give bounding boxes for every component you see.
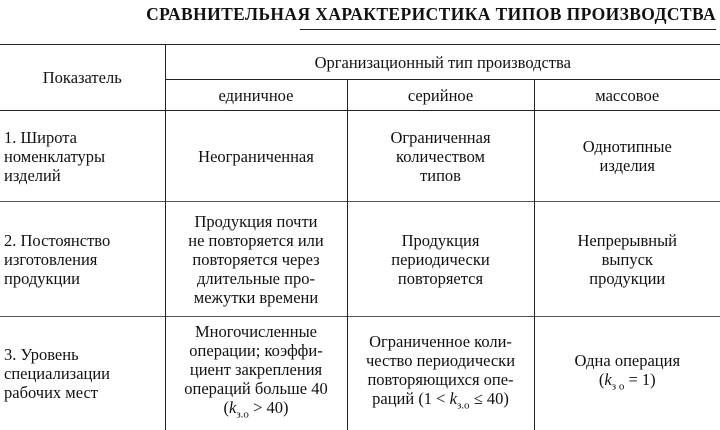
param-cell <box>0 317 165 430</box>
value-line: операции; коэффи- <box>189 341 322 360</box>
column-header-serial: серийное <box>347 80 534 111</box>
value-cell-single <box>165 317 347 430</box>
formula <box>372 389 509 408</box>
formula-suffix: ≤ 40) <box>470 389 509 408</box>
value-line: Однотипные <box>583 137 672 156</box>
formula-suffix: = 1) <box>624 370 655 389</box>
value-cell-single <box>165 202 347 317</box>
value-line: длительные про- <box>197 269 315 288</box>
value-line: повторяется <box>398 269 483 288</box>
value-cell-single <box>165 111 347 202</box>
value-cell-serial <box>347 317 534 430</box>
value-line: изделия <box>600 156 655 175</box>
param-line: продукции <box>4 269 80 288</box>
value-line: Продукция <box>402 231 480 250</box>
value-line: продукции <box>589 269 665 288</box>
value-line: количеством <box>396 147 485 166</box>
formula-variable: k <box>604 370 611 389</box>
formula-variable: k <box>229 398 236 417</box>
value-cell-serial <box>347 202 534 317</box>
value-cell-mass <box>534 111 720 202</box>
value-cell-serial <box>347 111 534 202</box>
formula-variable: k <box>450 389 457 408</box>
value-cell-mass <box>534 317 720 430</box>
param-line: рабочих мест <box>4 383 98 402</box>
value-line: циент закрепления <box>190 360 322 379</box>
value-line: Одна операция <box>574 351 680 370</box>
table-row <box>0 202 720 317</box>
param-line: изготовления <box>4 250 97 269</box>
value-line: Продукция почти <box>195 212 318 231</box>
formula-prefix: ( <box>599 370 605 389</box>
param-line: изделий <box>4 166 61 185</box>
table-row <box>0 317 720 430</box>
formula-prefix: ( <box>224 398 230 417</box>
formula-suffix: > 40) <box>249 398 289 417</box>
value-line: не повторяется или <box>188 231 324 250</box>
value-line: чество периодически <box>366 351 515 370</box>
param-cell <box>0 111 165 202</box>
param-line: 3. Уровень <box>4 345 79 364</box>
value-line: Ограниченное коли- <box>369 332 512 351</box>
param-line: номенклатуры <box>4 147 105 166</box>
value-line: типов <box>420 166 461 185</box>
value-line: Ограниченная <box>390 128 490 147</box>
param-cell <box>0 202 165 317</box>
value-line: Неограниченная <box>198 147 314 166</box>
value-line: межутки времени <box>194 288 318 307</box>
formula <box>599 370 656 389</box>
value-line: выпуск <box>602 250 653 269</box>
title-underline <box>300 29 716 30</box>
formula-subscript: з.о <box>236 409 249 421</box>
value-line: повторяющихся опе- <box>367 370 513 389</box>
document-title: СРАВНИТЕЛЬНАЯ ХАРАКТЕРИСТИКА ТИПОВ ПРОИЗВОДСТВА <box>140 4 716 25</box>
formula-subscript: з о <box>612 380 625 392</box>
value-line: операций больше 40 <box>184 379 327 398</box>
table-row <box>0 111 720 202</box>
value-line: Многочисленные <box>195 322 317 341</box>
comparison-table <box>0 44 720 430</box>
column-header-mass: массовое <box>534 80 720 111</box>
column-header-single: единичное <box>165 80 347 111</box>
value-cell-mass <box>534 202 720 317</box>
value-line: повторяется через <box>192 250 319 269</box>
param-header: Показатель <box>0 45 165 111</box>
formula <box>224 398 289 417</box>
param-line: 2. Постоянство <box>4 231 110 250</box>
param-line: специализации <box>4 364 110 383</box>
group-header: Организационный тип производства <box>165 45 720 80</box>
param-line: 1. Широта <box>4 128 77 147</box>
formula-prefix: раций (1 < <box>372 389 450 408</box>
value-line: Непрерывный <box>578 231 678 250</box>
value-line: периодически <box>391 250 489 269</box>
formula-subscript: з.о <box>457 399 470 411</box>
